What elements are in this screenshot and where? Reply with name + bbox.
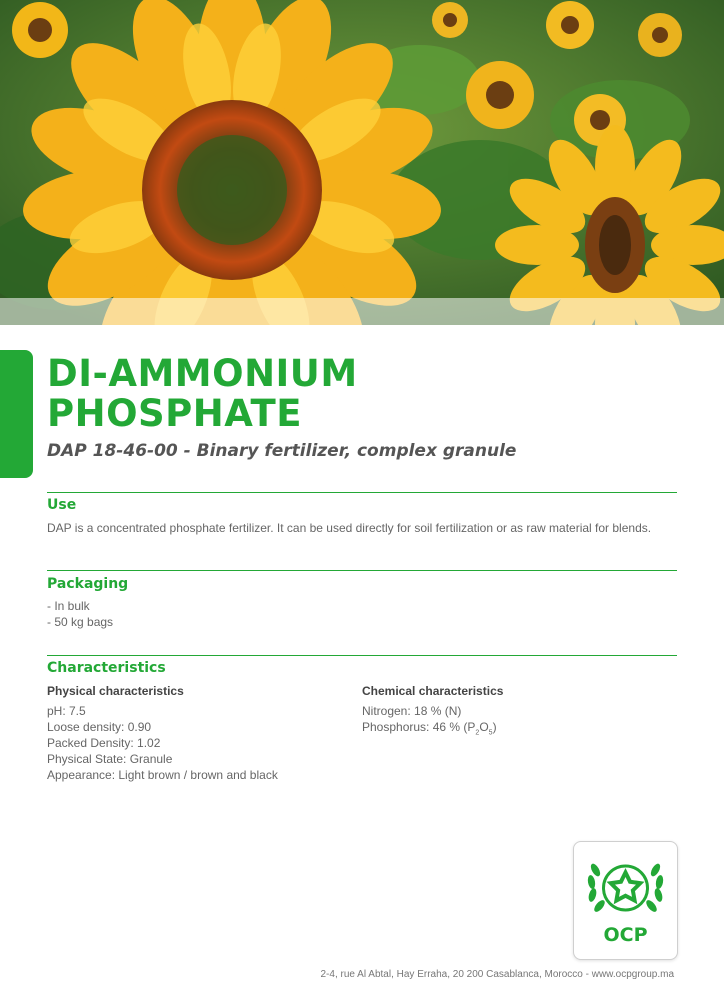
list-item: Loose density: 0.90	[47, 720, 152, 734]
physical-list	[47, 703, 278, 783]
ocp-star-wheat-icon	[574, 842, 677, 927]
title-line-1: DI-AMMONIUM	[47, 352, 358, 395]
footer-address: 2-4, rue Al Abtal, Hay Erraha, 20 200 Casablanca, Morocco - www.ocpgroup.ma	[320, 969, 674, 980]
title-line-2: PHOSPHATE	[47, 392, 303, 435]
list-item: Packed Density: 1.02	[47, 736, 161, 750]
hero-sunflower-image	[0, 0, 724, 325]
list-item: Physical State: Granule	[47, 752, 173, 766]
product-title	[47, 354, 358, 434]
list-item: pH: 7.5	[47, 704, 86, 718]
chemical-list	[362, 703, 497, 741]
packaging-list	[47, 598, 113, 630]
sunflower-illustration	[0, 0, 724, 325]
physical-heading: Physical characteristics	[47, 684, 184, 698]
ocp-logo	[573, 841, 678, 960]
packaging-heading: Packaging	[47, 576, 129, 592]
nitrogen-value: Nitrogen: 18 % (N)	[362, 704, 462, 718]
accent-tab	[0, 350, 33, 478]
divider	[47, 492, 677, 493]
divider	[47, 655, 677, 656]
use-heading: Use	[47, 497, 77, 513]
phosphorus-value: Phosphorus: 46 % $(P_2O_5)$	[362, 720, 497, 737]
use-text: DAP is a concentrated phosphate fertilizer. It can be used directly for soil fertilization or as raw material for blends.	[47, 521, 652, 535]
list-item: - In bulk	[47, 599, 90, 613]
product-subtitle: DAP 18-46-00 - Binary fertilizer, complex granule	[47, 441, 517, 461]
list-item: - 50 kg bags	[47, 615, 114, 629]
divider	[47, 570, 677, 571]
logo-text: OCP	[603, 924, 648, 946]
list-item: Appearance: Light brown / brown and black	[47, 768, 278, 782]
characteristics-heading: Characteristics	[47, 660, 166, 676]
chemical-heading: Chemical characteristics	[362, 684, 504, 698]
